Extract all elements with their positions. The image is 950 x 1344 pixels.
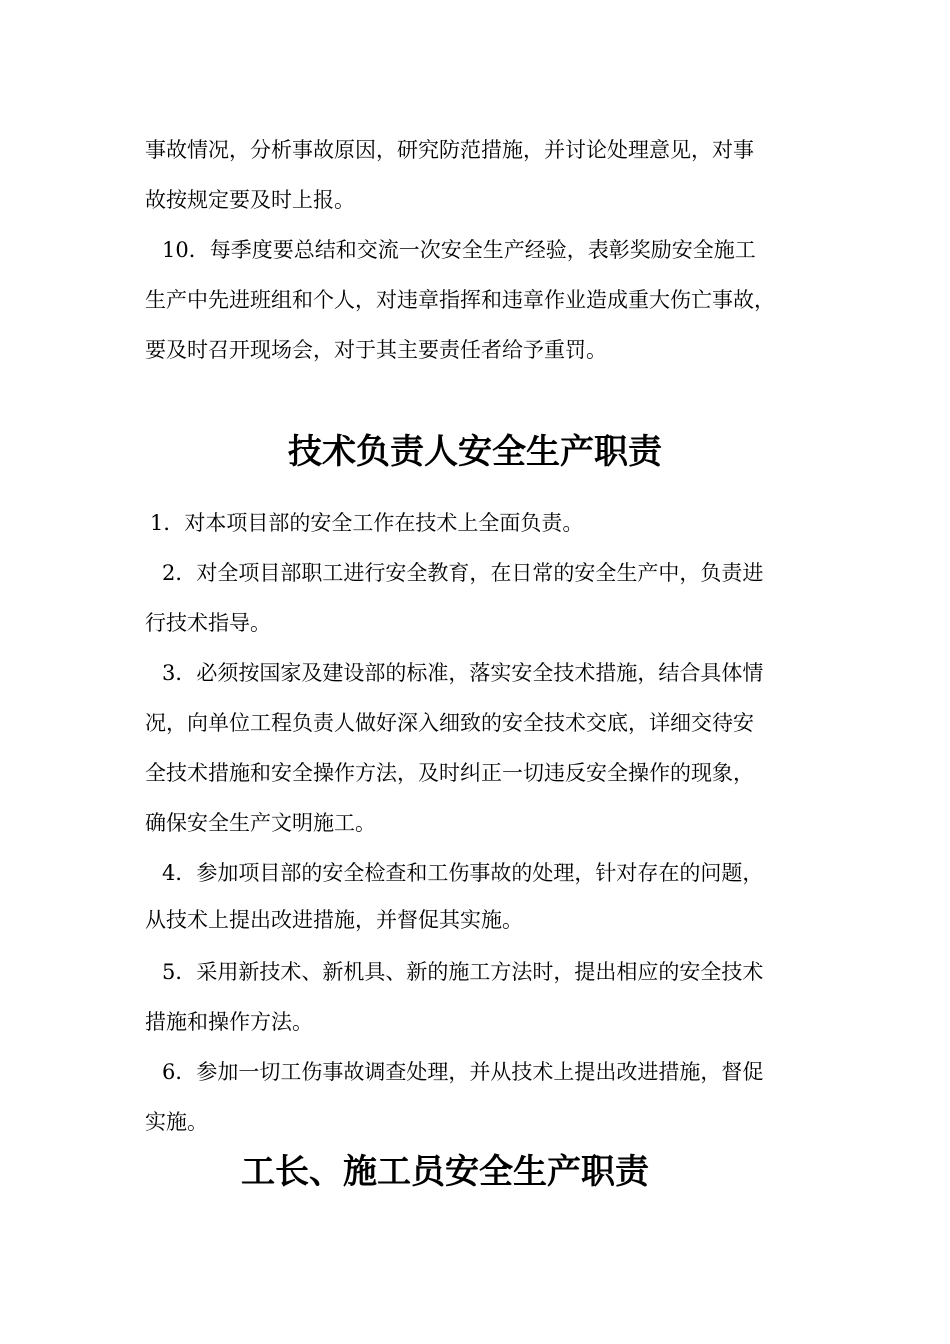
paragraph-line: 1．对本项目部的安全工作在技术上全面负责。 (150, 511, 584, 535)
paragraph-line: 6．参加一切工伤事故调查处理，并从技术上提出改进措施，督促 (162, 1060, 764, 1084)
paragraph-line: 况，向单位工程负责人做好深入细致的安全技术交底，详细交待安 (145, 711, 754, 735)
paragraph-line: 10．每季度要总结和交流一次安全生产经验，表彰奖励安全施工 (162, 238, 756, 262)
paragraph-line: 2．对全项目部职工进行安全教育，在日常的安全生产中，负责进 (162, 561, 764, 585)
paragraph-line: 行技术指导。 (145, 611, 271, 635)
paragraph-line: 措施和操作方法。 (145, 1010, 313, 1034)
paragraph-line: 全技术措施和安全操作方法，及时纠正一切违反安全操作的现象， (145, 761, 754, 785)
paragraph-line: 要及时召开现场会，对于其主要责任者给予重罚。 (145, 338, 607, 362)
section-heading-tech-lead: 技术负责人安全生产职责 (288, 432, 662, 472)
paragraph-line: 事故情况，分析事故原因，研究防范措施，并讨论处理意见，对事 (145, 138, 754, 162)
paragraph-line: 从技术上提出改进措施，并督促其实施。 (145, 908, 523, 932)
paragraph-line: 4．参加项目部的安全检查和工伤事故的处理，针对存在的问题， (162, 861, 764, 885)
paragraph-line: 生产中先进班组和个人，对违章指挥和违章作业造成重大伤亡事故， (145, 288, 775, 312)
paragraph-line: 5．采用新技术、新机具、新的施工方法时，提出相应的安全技术 (162, 960, 764, 984)
paragraph-line: 3．必须按国家及建设部的标准，落实安全技术措施，结合具体情 (162, 661, 764, 685)
paragraph-line: 确保安全生产文明施工。 (145, 811, 376, 835)
section-heading-foreman: 工长、施工员安全生产职责 (241, 1152, 649, 1192)
paragraph-line: 故按规定要及时上报。 (145, 188, 355, 212)
paragraph-line: 实施。 (145, 1110, 208, 1134)
